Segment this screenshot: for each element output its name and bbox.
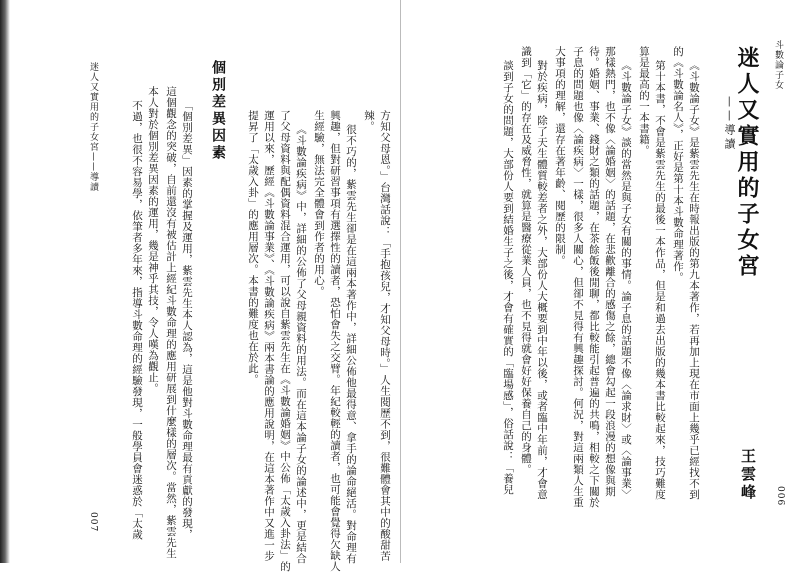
body-line: 辣。	[363, 110, 375, 132]
body-line: 《斗數論子女》是紫雲先生在時報出版的第九本著作，若再加上現在市面上幾乎已經找不到	[688, 60, 700, 500]
body-line: 《斗數論疾病》中，詳細的公佈了父母親資料的用法。而在這本論子女的論述中，更是結合	[295, 124, 307, 564]
body-line: 待。婚姻、事業、錢財之類的話題，在茶餘飯後閒聊，都比較能引起普遍的共鳴，相較之下關於	[588, 46, 600, 508]
chapter-subtitle: ——導讀	[723, 96, 736, 152]
body-line: 運用以來，歷經《斗數論事業》、《斗數論疾病》兩本書論的應用說明，在這本著作中又進一步	[263, 110, 275, 562]
body-line: 談到子女的問題，大部份人要到結婚生子之後，才會有確實的「臨場感」，俗話說：「養兒	[502, 60, 514, 495]
body-line: 很不巧的，紫雲先生卻是在這兩本著作中，詳細公佈他最得意、拿手的論命絕活。對命理有	[345, 124, 357, 564]
body-line: 生經驗，無法完全體會到作者的用心。	[313, 110, 325, 297]
body-line: 識到「它」的存在及威脅性，就算是醫療從業人員，也不見得就會好好保養自己的身體。	[520, 46, 532, 475]
body-line: 那樣熱門，也不像〈論婚姻〉的話題，在悲歡離合的感傷之餘，總會勾起一段浪漫的想像與期	[604, 46, 616, 497]
right-page	[400, 0, 793, 563]
page-number-left: 007	[88, 512, 98, 533]
body-line: 大事項的理解，還存在著年齡、閱歷的限制。	[554, 46, 566, 266]
body-line: 不過，也很不容易學，依筆者多年來，指導斗數命理的經驗發現，一般學員會迷惑於「太歲	[131, 100, 143, 540]
body-line: 方知父母恩。」台灣話說：「手抱孩兒，才知父母時。」人生閱歷不到，很難體會其中的酸甜苦	[379, 110, 391, 562]
body-line: 對於疾病，除了天生體質較差者之外，大部份人大概要到中年以後，或者臨中年前，才會意	[536, 60, 548, 500]
body-line: 第十本書，不會是紫雲先生的最後一本作品，但是和過去出版的幾本書比較起來，技巧難度	[654, 60, 666, 500]
body-line: 子息的問題也像〈論疾病〉一樣，很多人關心，但卻不見得有興趣探討。何況，對這兩類人生重	[572, 46, 584, 508]
body-line: 了父母資料與配偶資料混合運用，可以說自紫雲先生在《斗數論婚姻》中公佈「太歲入卦法」的	[279, 110, 291, 572]
body-line: 提昇了「太歲入卦」的應用層次。本書的難度也在於此。	[247, 110, 259, 385]
body-line: 《斗數論子女》談的當然是與子女有關的事情。論子息的話題不像〈論求財〉或〈論事業〉	[620, 60, 632, 500]
author-name: 王雲峰	[739, 448, 757, 502]
body-line: 興趣，但對研習事項有選擇性的讀者，恐怕會失之交臂。年紀較輕的讀者，也可能會覺得欠缺人	[329, 110, 341, 572]
page-number-right: 006	[775, 486, 785, 507]
body-line: 本人對於個別差異因素的運用，幾是神乎其技，令人嘆為觀止。	[147, 86, 159, 394]
body-line: 這個觀念的突破，自前還沒有被估計上經紀斗數命理的應用研展到什麼樣的層次。當然，紫雲先生	[165, 86, 177, 559]
chapter-title: 迷人又實用的子女宮	[734, 46, 760, 280]
body-line: 的《斗數論名人》，正好是第十本斗數命理著作。	[672, 46, 684, 283]
section-heading: 個別差異因素	[210, 60, 226, 162]
body-line: 算是最高的一本書籍。	[638, 46, 650, 156]
running-header-right: 斗數論子女	[773, 40, 783, 90]
body-line: 「個別差異」因素的掌握及運用，紫雲先生本人認為，這是他對斗數命理最有貢獻的發現，	[181, 100, 193, 540]
running-header-left: 迷人又實用的子女宮——導讀	[88, 62, 98, 192]
